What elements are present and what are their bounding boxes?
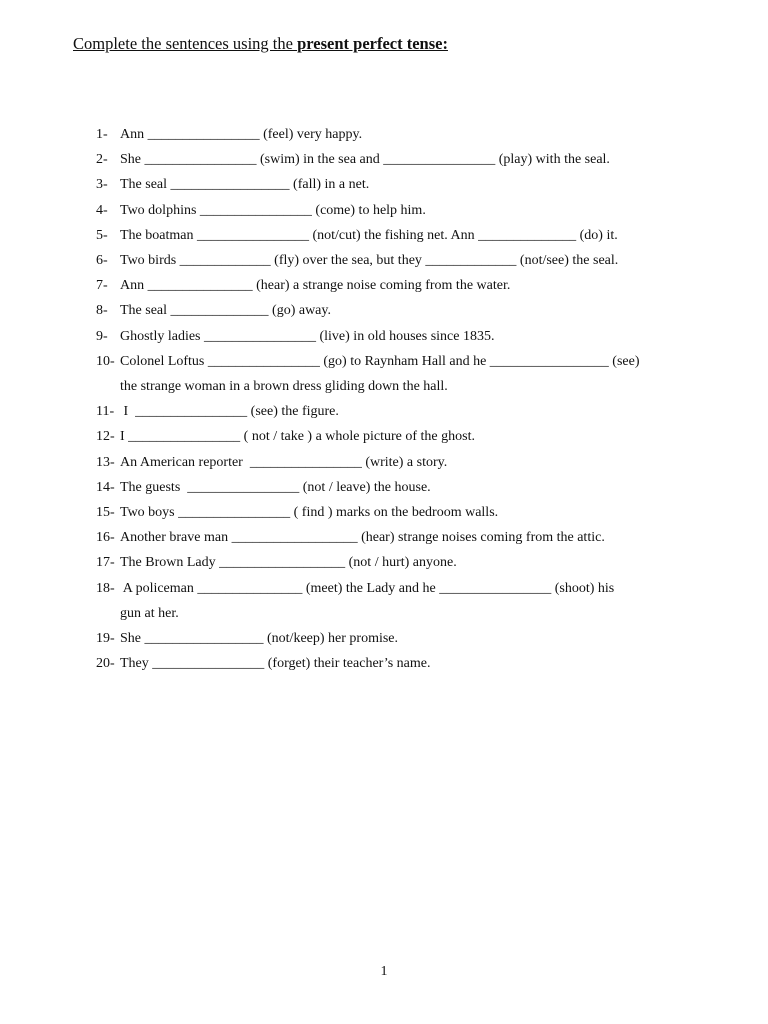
item-text: She _________________ (not/keep) her promise. [120, 631, 399, 647]
item-text: I ________________ (see) the figure. [120, 404, 339, 420]
item-number: 6- [96, 253, 108, 269]
item-text: They ________________ (forget) their teacher’s name. [120, 656, 431, 672]
item-text: Another brave man __________________ (hear) strange noises coming from the attic. [120, 530, 605, 546]
page-number: 1 [380, 964, 388, 979]
item-text: She ________________ (swim) in the sea and ________________ (play) with the seal. [120, 152, 610, 168]
item-number: 1- [96, 127, 108, 142]
exercise-item [96, 651, 716, 676]
page-title [73, 34, 448, 54]
item-text: The Brown Lady __________________ (not / hurt) anyone. [120, 555, 457, 571]
item-number: 8- [96, 303, 108, 319]
exercise-item [96, 172, 716, 197]
item-text: Two birds _____________ (fly) over the sea, but they _____________ (not/see) the seal. [120, 253, 619, 269]
exercise-item [96, 500, 716, 525]
item-text: An American reporter ________________ (write) a story. [120, 454, 448, 470]
item-number: 13- [96, 454, 115, 470]
item-text: I ________________ ( not / take ) a whole picture of the ghost. [120, 429, 475, 445]
item-number: 15- [96, 505, 115, 521]
item-text: The seal ______________ (go) away. [120, 303, 331, 319]
item-text: The seal _________________ (fall) in a net. [120, 177, 370, 193]
title-bold: present perfect tense: [297, 34, 448, 53]
exercise-item [96, 550, 716, 575]
exercise-item [96, 424, 716, 449]
item-text: Ann ________________ (feel) very happy. [120, 127, 363, 142]
exercise-item [96, 399, 716, 424]
exercise-item [96, 298, 716, 323]
exercise-item [96, 349, 716, 374]
item-text: Two boys ________________ ( find ) marks on the bedroom walls. [120, 505, 499, 521]
item-number: 9- [96, 328, 108, 344]
title-prefix: Complete the sentences using the [73, 34, 298, 53]
item-text: Ann _______________ (hear) a strange noise coming from the water. [120, 278, 511, 294]
exercise-item [96, 626, 716, 651]
item-continuation: gun at her. [120, 605, 179, 621]
item-number: 5- [96, 227, 108, 243]
exercise-item [96, 450, 716, 475]
item-number: 10- [96, 353, 115, 369]
item-number: 17- [96, 555, 115, 571]
exercise-item [96, 475, 716, 500]
item-number: 16- [96, 530, 115, 546]
item-continuation: the strange woman in a brown dress gliding down the hall. [120, 379, 448, 395]
item-number: 18- [96, 580, 115, 596]
item-number: 2- [96, 152, 108, 168]
item-number: 12- [96, 429, 115, 445]
exercise-item [96, 223, 716, 248]
item-number: 11- [96, 404, 115, 420]
item-text: The boatman ________________ (not/cut) the fishing net. Ann ______________ (do) it. [120, 227, 618, 243]
exercise-item [96, 576, 716, 601]
item-number: 20- [96, 656, 115, 672]
item-text: Ghostly ladies ________________ (live) in old houses since 1835. [120, 328, 495, 344]
item-number: 3- [96, 177, 108, 193]
item-number: 4- [96, 202, 108, 218]
exercise-list [96, 122, 716, 676]
exercise-item [96, 122, 716, 147]
exercise-item [96, 147, 716, 172]
item-number: 19- [96, 631, 115, 647]
exercise-item [96, 248, 716, 273]
item-text: A policeman _______________ (meet) the Lady and he ________________ (shoot) his [120, 580, 615, 596]
item-text: Colonel Loftus ________________ (go) to Raynham Hall and he _________________ (see) [120, 353, 640, 369]
exercise-item [96, 273, 716, 298]
item-number: 7- [96, 278, 108, 294]
item-text: The guests ________________ (not / leave) the house. [120, 479, 431, 495]
exercise-item [96, 198, 716, 223]
item-text: Two dolphins ________________ (come) to help him. [120, 202, 426, 218]
item-number: 14- [96, 479, 115, 495]
exercise-item [96, 324, 716, 349]
exercise-item [96, 525, 716, 550]
